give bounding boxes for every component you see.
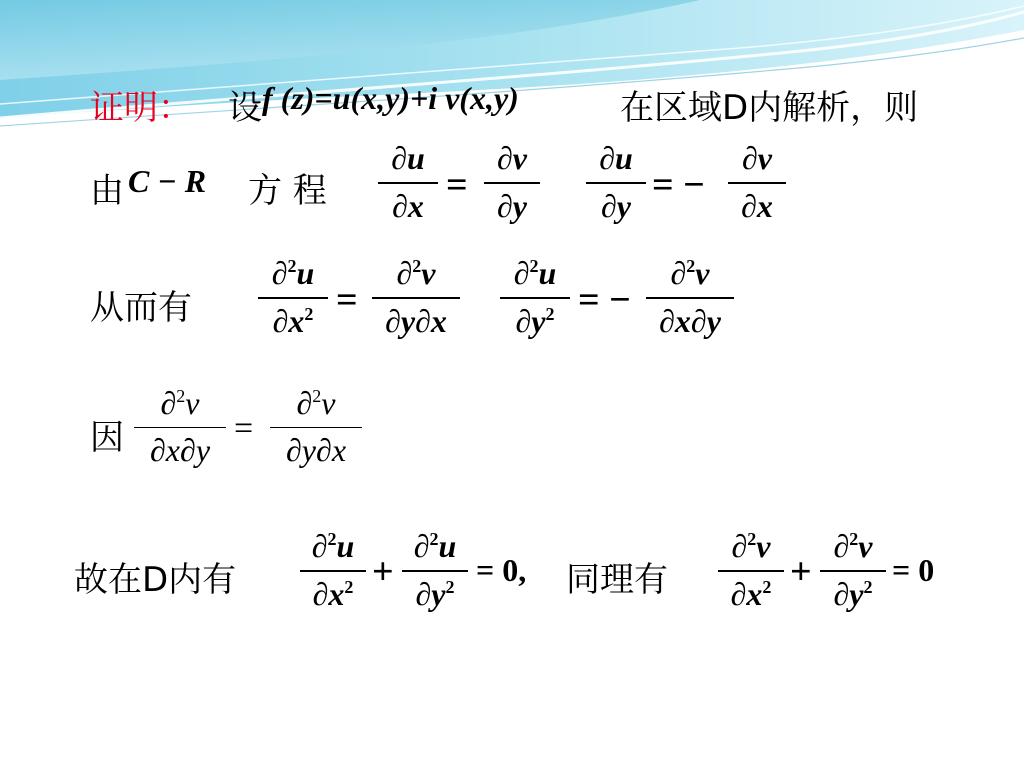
numerator: ∂$^2$u xyxy=(413,528,457,564)
numerator: ∂$^2$v xyxy=(833,528,873,564)
cr-eq1-right-fraction xyxy=(484,140,540,224)
fraction-bar xyxy=(646,297,734,299)
proof-label: 证明： xyxy=(90,88,192,128)
denominator: $\partial y^2$ xyxy=(415,576,455,612)
laplace-v-rhs: = 0 xyxy=(892,552,935,588)
laplace-v-yy xyxy=(820,528,886,612)
denominator: ∂x xyxy=(741,188,773,224)
equals-minus-sign: = − xyxy=(578,279,631,321)
second-derivative-u-xx xyxy=(258,255,328,339)
fraction-bar xyxy=(586,182,646,184)
cr-label: C − R xyxy=(128,163,207,199)
numerator: ∂u xyxy=(391,140,425,176)
denominator: ∂y∂x xyxy=(385,303,447,339)
fraction-bar xyxy=(820,570,886,572)
line5-mid: 同理有 xyxy=(566,560,668,600)
cr-eq2-left-fraction xyxy=(586,140,646,224)
line4-lead: 因 xyxy=(90,418,124,458)
mixed-derivative-v-yx-light xyxy=(270,385,362,468)
line1-expression: f (z)=u(x,y)+i v(x,y) xyxy=(262,80,519,116)
fraction-bar xyxy=(270,427,362,428)
numerator: ∂$^2$u xyxy=(311,528,355,564)
fraction-bar xyxy=(134,427,226,428)
laplace-u-yy xyxy=(402,528,468,612)
plus-sign: + xyxy=(372,551,394,593)
numerator: ∂$^2$u xyxy=(513,255,557,291)
numerator: ∂$^2$v xyxy=(160,385,200,421)
equals-sign: = xyxy=(446,164,468,206)
line3-lead: 从而有 xyxy=(90,288,192,328)
denominator: ∂y∂x xyxy=(285,432,347,468)
line1-she: 设 xyxy=(228,88,262,128)
numerator: ∂v xyxy=(496,140,527,176)
denominator: ∂x∂y xyxy=(149,432,211,468)
fraction-bar xyxy=(484,182,540,184)
numerator: ∂v xyxy=(741,140,772,176)
plus-sign: + xyxy=(790,551,812,593)
fraction-bar xyxy=(728,182,786,184)
laplace-u-xx xyxy=(300,528,366,612)
laplace-u-rhs: = 0, xyxy=(476,552,527,588)
cr-eq1-left-fraction xyxy=(378,140,438,224)
numerator: ∂$^2$v xyxy=(296,385,336,421)
fraction-bar xyxy=(300,570,366,572)
second-derivative-u-yy xyxy=(500,255,570,339)
mixed-derivative-v-yx xyxy=(372,255,460,339)
fraction-bar xyxy=(378,182,438,184)
denominator: $\partial x^2$ xyxy=(730,576,772,612)
denominator: ∂y xyxy=(496,188,527,224)
denominator: $\partial x^2$ xyxy=(272,303,314,339)
denominator: ∂x∂y xyxy=(659,303,721,339)
fraction-bar xyxy=(372,297,460,299)
line2-lead: 由 xyxy=(90,171,124,211)
numerator: ∂$^2$u xyxy=(271,255,315,291)
numerator: ∂$^2$v xyxy=(396,255,436,291)
denominator: ∂y xyxy=(600,188,631,224)
equals-sign: = xyxy=(336,279,358,321)
denominator: $\partial y^2$ xyxy=(833,576,873,612)
denominator: $\partial y^2$ xyxy=(515,303,555,339)
fraction-bar xyxy=(258,297,328,299)
line2-lead2: 方 程 xyxy=(248,171,327,211)
line5-lead: 故在D内有 xyxy=(74,560,237,600)
numerator: ∂u xyxy=(599,140,633,176)
mixed-derivative-v-xy xyxy=(646,255,734,339)
equals-sign: = xyxy=(234,410,254,447)
numerator: ∂$^2$v xyxy=(731,528,771,564)
fraction-bar xyxy=(718,570,784,572)
mixed-derivative-v-xy-light xyxy=(134,385,226,468)
cr-eq2-right-fraction xyxy=(728,140,786,224)
denominator: ∂x xyxy=(392,188,424,224)
fraction-bar xyxy=(402,570,468,572)
numerator: ∂$^2$v xyxy=(670,255,710,291)
denominator: $\partial x^2$ xyxy=(312,576,354,612)
equals-minus-sign: = − xyxy=(652,164,705,206)
laplace-v-xx xyxy=(718,528,784,612)
fraction-bar xyxy=(500,297,570,299)
line1-tail: 在区域D内解析，则 xyxy=(620,88,919,128)
